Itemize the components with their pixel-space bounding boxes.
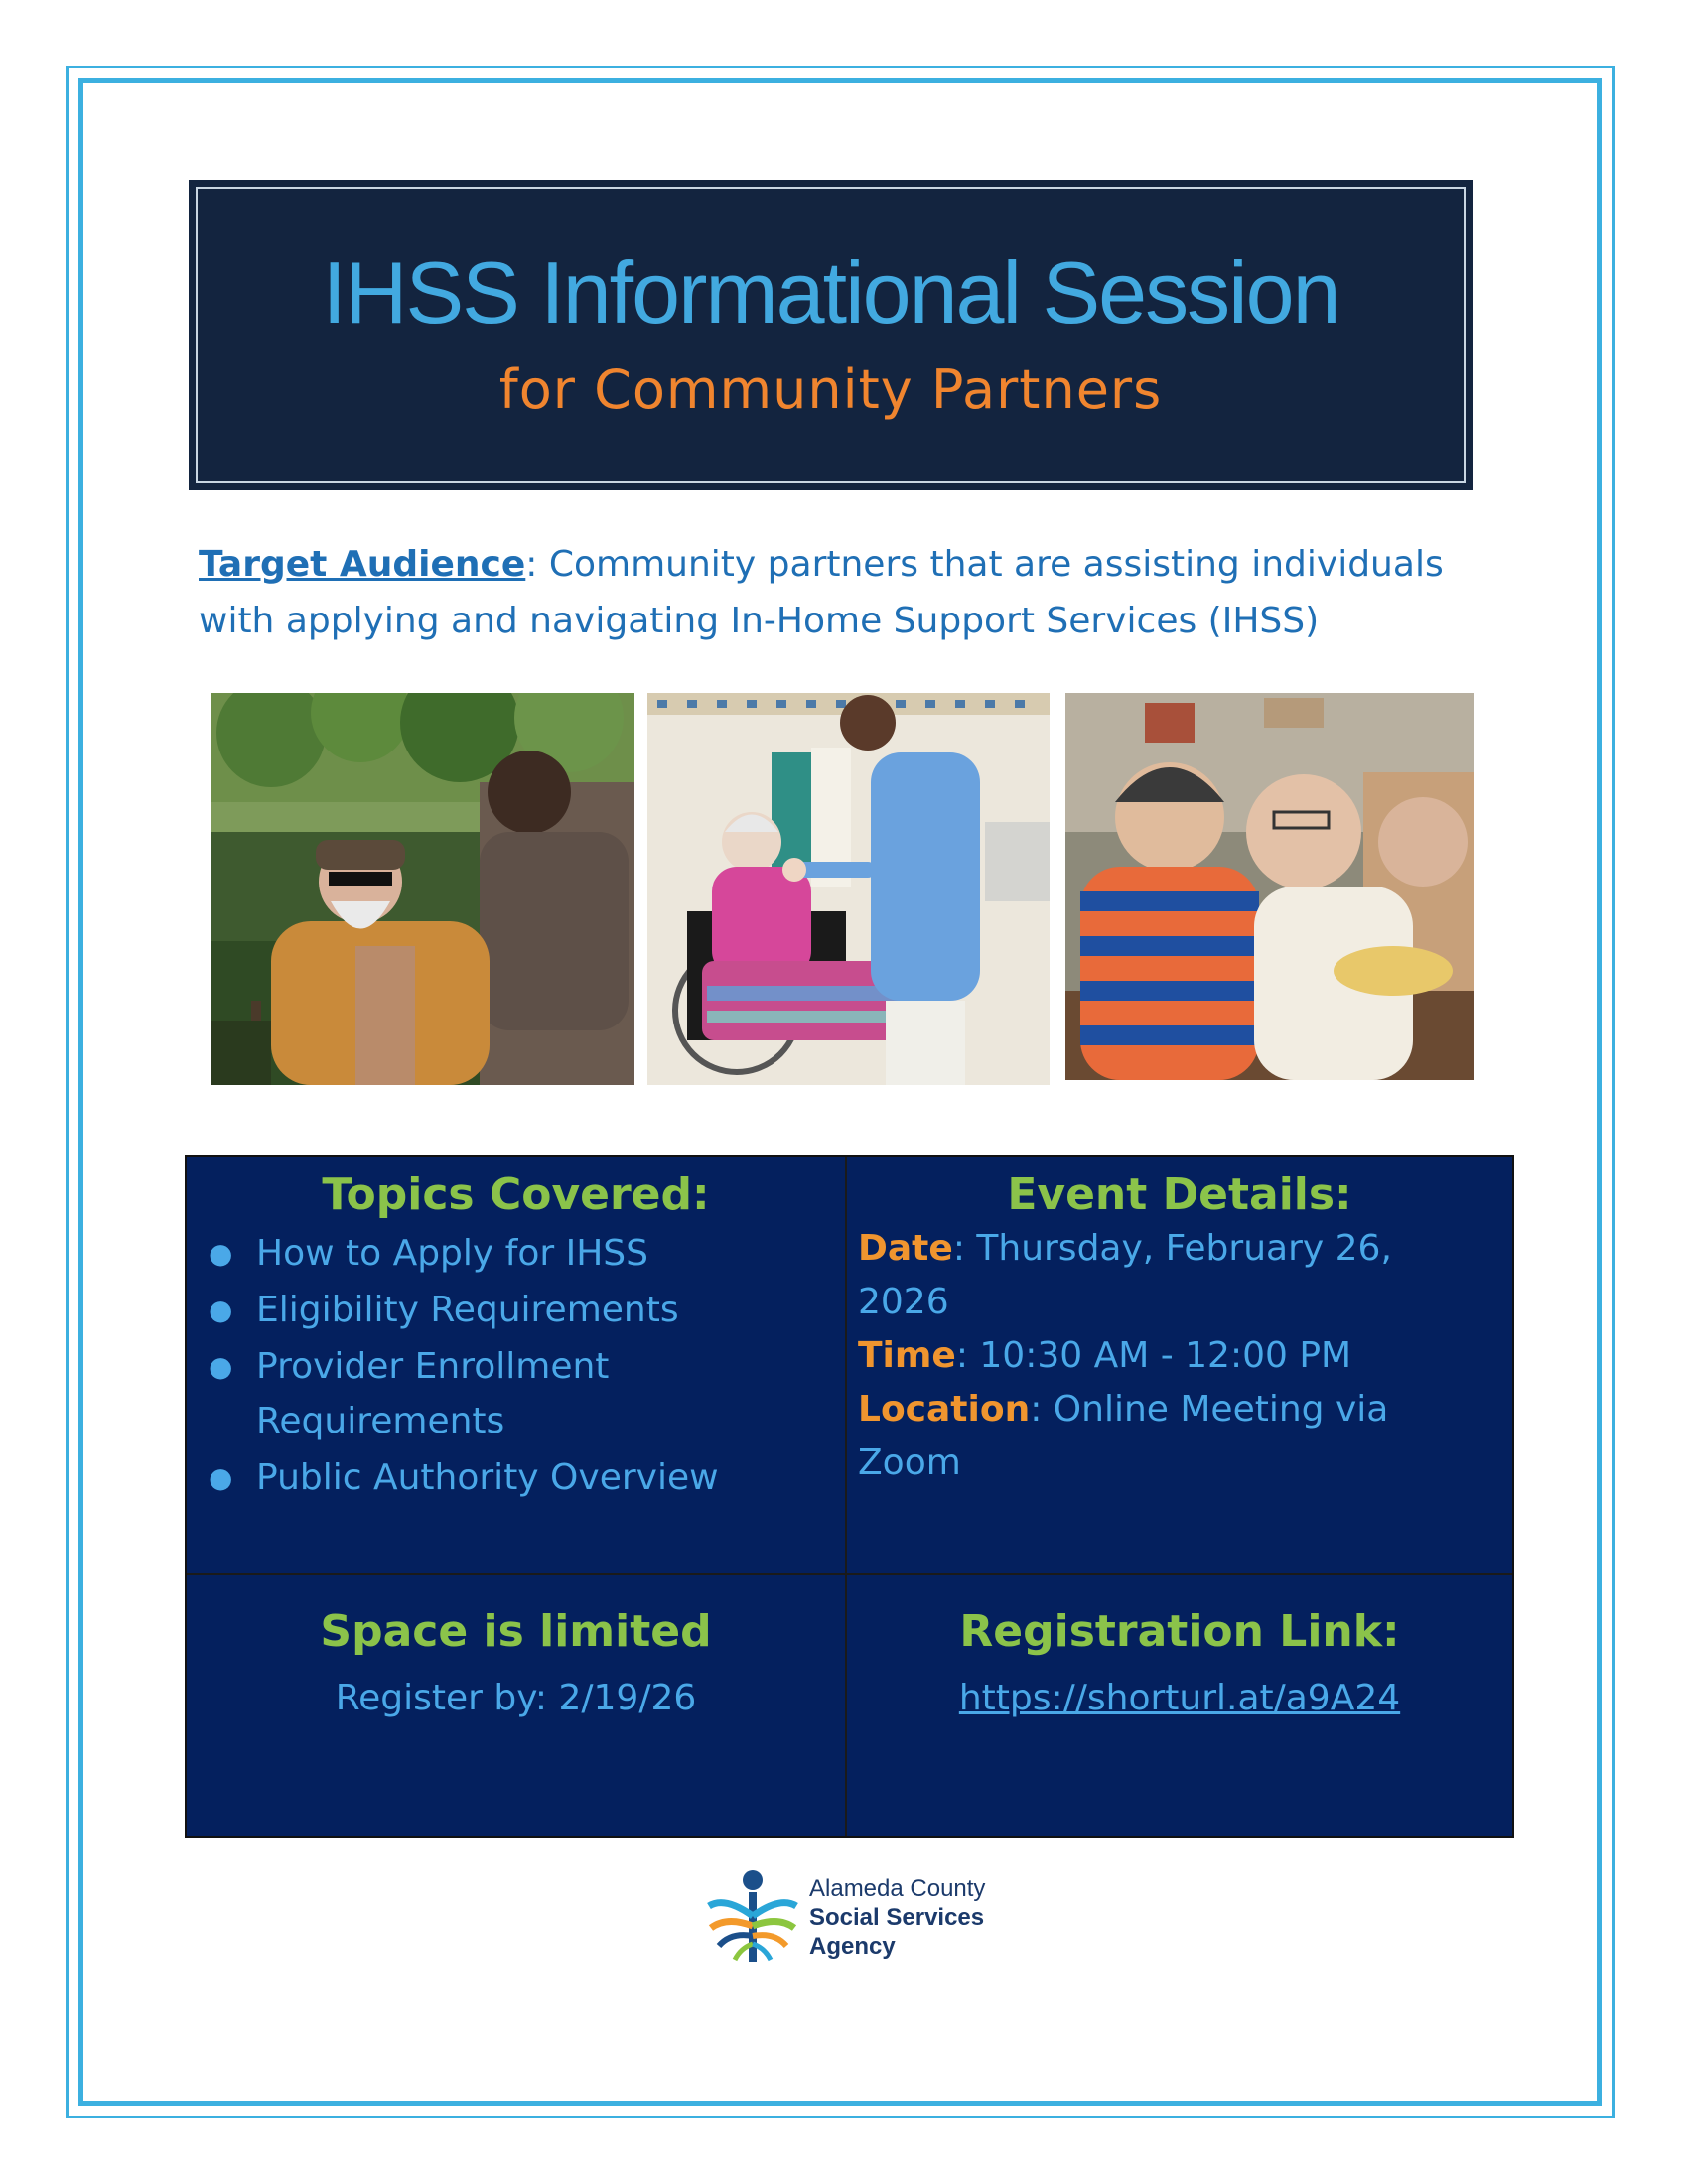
page-title: IHSS Informational Session (322, 243, 1339, 341)
event-heading: Event Details: (1007, 1169, 1352, 1220)
grid-divider-vertical (845, 1157, 847, 1836)
space-heading: Space is limited (320, 1606, 712, 1657)
agency-name-line3: Agency (809, 1933, 896, 1960)
photo-man-with-helper (211, 693, 634, 1085)
event-date-value: : Thursday, February 26, (952, 1228, 1392, 1269)
agency-name (809, 1874, 985, 1961)
list-item (197, 1226, 832, 1281)
grid-divider-horizontal (187, 1573, 1512, 1575)
agency-logo (705, 1866, 1003, 1976)
agency-name-line1: Alameda County (809, 1875, 986, 1902)
event-date-label: Date (858, 1228, 953, 1269)
event-location-value-cont: Zoom (858, 1442, 961, 1483)
topic-text: How to Apply for IHSS (256, 1233, 648, 1274)
bullet-icon: ● (209, 1350, 233, 1383)
info-grid (185, 1155, 1514, 1838)
photo-caregiver-wheelchair (647, 693, 1050, 1085)
list-item (197, 1339, 832, 1448)
event-time (858, 1329, 1474, 1383)
photo-seniors-sharing-food (1065, 693, 1474, 1080)
topic-text-cont: Requirements (256, 1401, 505, 1441)
target-audience-text1: : Community partners that are assisting individuals (525, 544, 1444, 585)
register-by-date: Register by: 2/19/26 (335, 1678, 697, 1718)
target-audience (199, 536, 1509, 649)
bullet-icon: ● (209, 1294, 233, 1326)
tree-logo-icon (705, 1866, 800, 1966)
registration-heading: Registration Link: (959, 1606, 1400, 1657)
event-location-label: Location (858, 1389, 1031, 1430)
topic-text: Provider Enrollment (256, 1346, 610, 1387)
list-item (197, 1283, 832, 1337)
agency-name-line2: Social Services (809, 1904, 985, 1931)
event-time-value: : 10:30 AM - 12:00 PM (955, 1335, 1352, 1376)
topic-text: Public Authority Overview (256, 1457, 719, 1498)
page-subtitle: for Community Partners (498, 358, 1163, 421)
topics-heading: Topics Covered: (322, 1169, 710, 1220)
registration-link[interactable]: https://shorturl.at/a9A24 (958, 1678, 1401, 1718)
bullet-icon: ● (209, 1461, 233, 1494)
event-location-value: : Online Meeting via (1030, 1389, 1389, 1430)
event-details (858, 1222, 1474, 1490)
bullet-icon: ● (209, 1237, 233, 1270)
event-date-value-cont: 2026 (858, 1282, 949, 1322)
title-banner (189, 180, 1473, 490)
target-audience-line1 (199, 536, 1509, 593)
event-time-label: Time (858, 1335, 956, 1376)
target-audience-line2: with applying and navigating In-Home Support Services (IHSS) (199, 601, 1320, 641)
event-location (858, 1383, 1474, 1436)
list-item (197, 1450, 832, 1505)
target-audience-label: Target Audience (199, 544, 526, 585)
topic-text: Eligibility Requirements (256, 1290, 679, 1330)
topics-list (197, 1226, 832, 1507)
event-date (858, 1222, 1474, 1276)
